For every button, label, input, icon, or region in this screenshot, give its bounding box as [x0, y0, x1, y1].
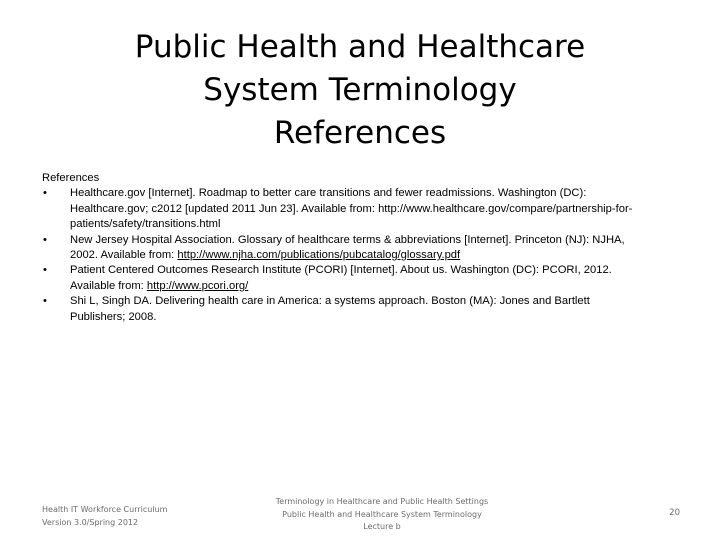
reference-item [42, 263, 692, 294]
bullet: • [43, 233, 47, 246]
page-number: 20 [669, 508, 680, 518]
reference-line-prefix: 2002. Available from: [70, 249, 178, 262]
reference-item [42, 294, 692, 325]
bullet: • [43, 295, 47, 308]
footer-curriculum [42, 503, 167, 529]
references-content [42, 171, 692, 325]
title-line: System Terminology [203, 72, 517, 108]
bullet: • [43, 264, 47, 277]
footer-line: Version 3.0/Spring 2012 [42, 518, 139, 527]
reference-line: Healthcare.gov; c2012 [updated 2011 Jun 23]. Available from: http://www.healthcare.gov/compare/partnership-for- [70, 202, 633, 215]
references-heading: References [42, 172, 100, 184]
reference-line: Patient Centered Outcomes Research Institute (PCORI) [Internet]. About us. Washington (DC): PCORI, 2012. [70, 264, 612, 277]
reference-item [42, 233, 692, 264]
reference-line: Publishers; 2008. [70, 310, 157, 323]
glossary-pdf-link[interactable]: http://www.njha.com/publications/pubcatalog/glossary.pdf [177, 249, 461, 262]
footer-line: Lecture b [363, 522, 401, 531]
reference-line [70, 279, 692, 294]
reference-line [70, 248, 692, 263]
reference-line-prefix: Available from: [70, 279, 147, 292]
slide-title [60, 26, 660, 155]
reference-line: Healthcare.gov [Internet]. Roadmap to better care transitions and fewer readmissions. Washington (DC): [70, 187, 587, 200]
reference-line: patients/safety/transitions.html [70, 218, 221, 231]
title-line: Public Health and Healthcare [134, 29, 586, 65]
title-line: References [273, 115, 447, 151]
footer-line: Public Health and Healthcare System Terminology [282, 509, 482, 519]
footer-line: Health IT Workforce Curriculum [42, 505, 168, 514]
reference-line: New Jersey Hospital Association. Glossary of healthcare terms & abbreviations [Internet]. Princeton (NJ): NJHA, [70, 233, 625, 246]
footer-lecture-info [232, 496, 532, 534]
reference-line: Shi L, Singh DA. Delivering health care in America: a systems approach. Boston (MA): Jones and Bartlett [70, 295, 590, 308]
pcori-link[interactable]: http://www.pcori.org/ [146, 279, 249, 292]
footer-line: Terminology in Healthcare and Public Health Settings [275, 497, 489, 506]
bullet: • [43, 187, 47, 200]
reference-item [42, 186, 692, 232]
